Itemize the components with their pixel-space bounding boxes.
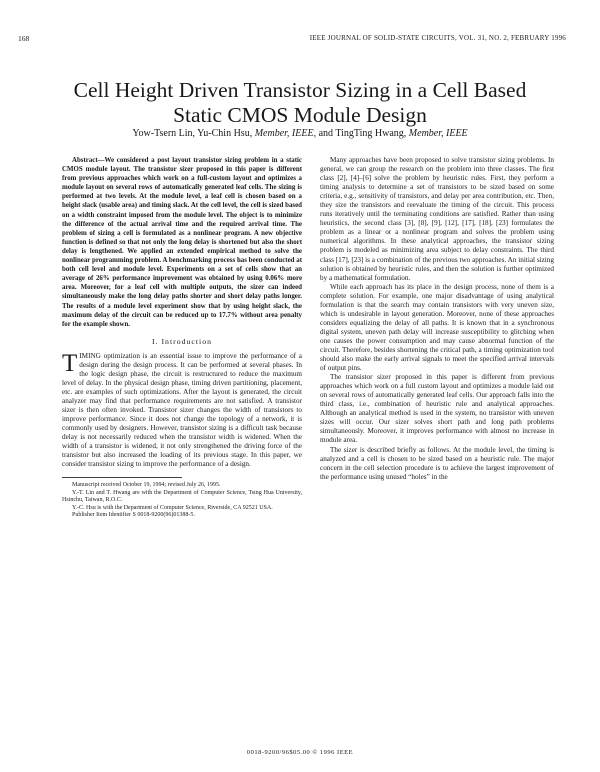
authors bbox=[40, 128, 560, 139]
footnote-1: Manuscript received October 19, 1994; revised July 26, 1995. bbox=[72, 482, 221, 489]
title-line-2: Static CMOS Module Design bbox=[173, 103, 427, 127]
footnotes bbox=[62, 477, 302, 519]
right-column bbox=[320, 156, 554, 482]
page-number: 168 bbox=[18, 34, 30, 43]
drop-cap: T bbox=[62, 349, 78, 377]
section-heading: I. Introduction bbox=[151, 336, 213, 346]
authors-names-1: Yow-Tsern Lin, Yu-Chin Hsu, bbox=[132, 128, 253, 139]
journal-header: IEEE JOURNAL OF SOLID-STATE CIRCUITS, VOL. 31, NO. 2, FEBRUARY 1996 bbox=[309, 34, 566, 42]
intro-paragraph bbox=[62, 349, 302, 470]
footnote-2: Y.-T. Lin and T. Hwang are with the Department of Computer Science, Tsing Hua University, Hsinchu, Taiwan, R.O.C. bbox=[62, 489, 302, 504]
right-paragraph-2: While each approach has its place in the design process, none of them is a complete solution. For example, one major disadvantage of using analytical formulation is that the search may contain transistors with very uneven size, which is undesirable in layout generation. Moreover, none of these approaches considers equalizing the delay of all paths. It is known that in a synchronous digital system, uneven path delay will increase susceptibility to glitching when one causes the power consumption and may cause abnormal function of the circuit. Therefore, besides shortening the critical path, a timing optimization tool should also make the early arrival signals to meet the specified arrival intervals of output pins. bbox=[320, 282, 554, 373]
paper-title bbox=[40, 78, 560, 128]
footnote-3: Y.-C. Hsu is with the Department of Computer Science, Riverside, CA 92521 USA. bbox=[72, 504, 273, 511]
right-paragraph-4: The sizer is described briefly as follows. At the module level, the timing is analyzed and a cell is chosen to be sized based on a heuristic rule. The major concern in the cell selection procedure is to achieve the largest improvement of the performance using unused “holes” in the bbox=[320, 445, 554, 481]
footnote-4: Publisher Item Identifier S 0018-9200(96)01388-5. bbox=[72, 512, 195, 519]
right-paragraph-1: Many approaches have been proposed to solve transistor sizing problems. In general, we can group the research on the problem into three classes. The first class [2], [4]–[6] solve the problem by heuristic rules. First, they perform a timing analysis to determine a set of transistors to be sized based on some criteria, e.g., sensitivity of transistors, and delay per area contribution, etc. Then, they size the transistors and reevaluate the timing of the circuit. This process runs iteratively until the terminating conditions are satisfied. Rather than using heuristics, the second class [3], [8], [9], [12], [17], [18], [23] formulates the problem as a linear or a nonlinear program and solves the problem using numerical algorithms. In these analytical approaches, the transistor sizing problem is modeled as minimizing area subject to delay constraints. The third class [17], [23] is a combination of the previous two approaches. An initial sizing solution is obtained by heuristic rules, and then the solution is further optimized by a mathematical formulation. bbox=[320, 156, 554, 282]
authors-names-2: and TingTing Hwang, bbox=[318, 128, 407, 139]
right-paragraph-3: The transistor sizer proposed in this paper is different from previous approaches which work on a full custom layout and optimizes a module laid out on several rows of automatically generated leaf cells. Our approach falls into the third class, i.e., combination of heuristic rule and analytical approaches. Although an analytical method is used in the system, no transistor with uneven sizes will occur. Our sizer solves short path and long path problems simultaneously. Moreover, it improves performance with almost no increase in module area. bbox=[320, 373, 554, 445]
authors-role-1: Member, IEEE, bbox=[254, 128, 317, 139]
authors-role-2: Member, IEEE bbox=[408, 128, 468, 139]
left-column bbox=[62, 156, 302, 519]
title-line-1: Cell Height Driven Transistor Sizing in a Cell Based bbox=[73, 78, 527, 102]
abstract: Abstract—We considered a post layout transistor sizing problem in a static CMOS module layout. The transistor sizer proposed in this paper is different from previous approaches which work on a full-custom layout and optimizes a module layout on several rows of automatically generated leaf cells. The sizing is performed at two levels. At the module level, a leaf cell is chosen based on a height slack (usable area) and timing slack. At the cell level, the cell is sized based on a width constraint imposed from the module level. The object is to minimize the difference of the actual arrival time and the required arrival time. The problem of sizing a cell is formulated as a nonlinear program. A new objective function is defined so that not only the long delay is shortened but also the short delay is lengthened. We applied an extended empirical method to solve the nonlinear programming problem. A benchmarking process has been conducted at both cell level and module level. Experiments on a set of cells show that an average of 26% performance improvement was obtained by using 0.06% more area. Moreover, for a leaf cell with multiple outputs, the sizer can indeed simultaneously make the long delay paths shorter and short delay paths longer. The results of a module level experiment show that by using height slack, the maximum delay of the circuit can be reduced up to 17.7% without area penalty for the example shown. bbox=[62, 157, 302, 328]
intro-text: IMING optimization is an essential issue to improve the performance of a design during the design process. It can be performed at several phases. In the logic design phase, the circuit is restructured to reduce the maximum level of delay. In the physical design phase, timing driven partitioning, placement, etc. are examples of such optimizations. After the layout is generated, the circuit analyzer may find that performance requirements are not satisfied. A transistor sizer is then often invoked. Transistor sizer changes the width of transistors to improve performance. Since it does not change the topology of a network, it is commonly used by designers. However, transistor sizing is a difficult task because delay is not necessarily reduced when the transistor width is widened. When the width of a transistor is widened, it not only strengthened the driving force of the transistor but also increased the loading of its previous stage. In this paper, we consider transistor sizing to improve the performance of a design. bbox=[62, 351, 302, 469]
publication-id: 0018-9200/96$05.00 © 1996 IEEE bbox=[246, 749, 354, 756]
